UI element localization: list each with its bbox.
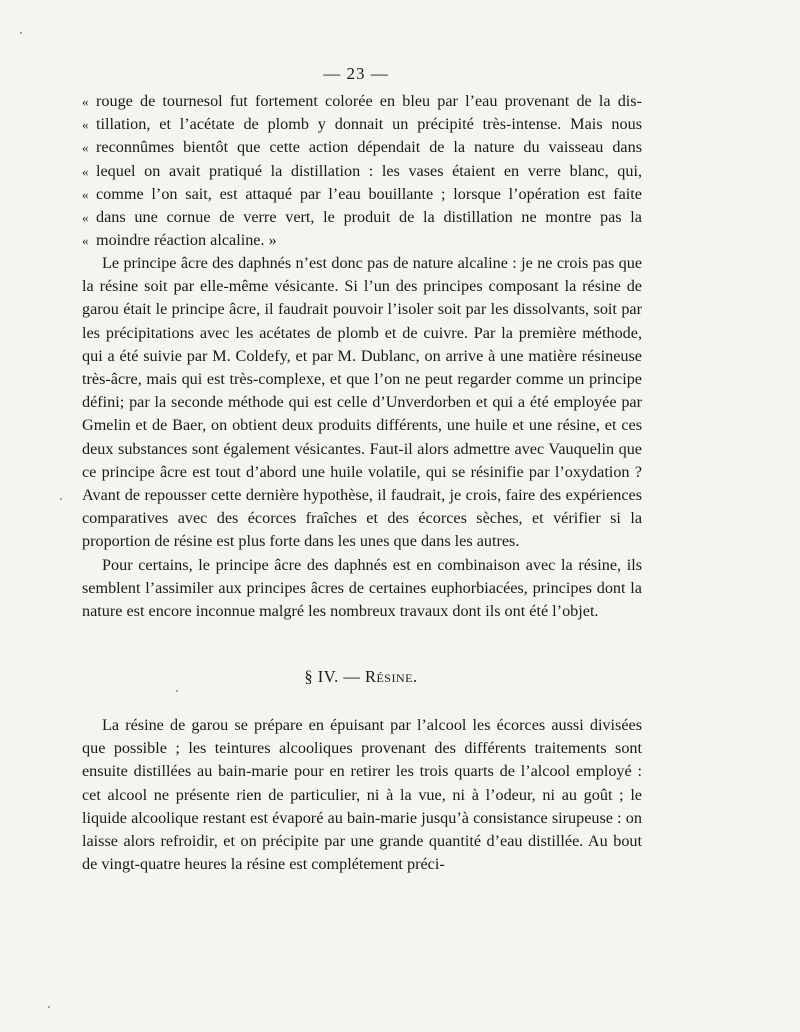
paper-speck — [176, 690, 178, 692]
paper-speck — [48, 1006, 50, 1008]
quote-mark: « — [82, 233, 89, 249]
quote-mark: « — [82, 186, 89, 202]
section-heading — [0, 667, 722, 687]
page-number: — 23 — — [323, 64, 389, 83]
paragraph: Pour certains, le principe âcre des daphnés est en combinaison avec la résine, ils semblent l’assimiler aux principes âcres de certaines euphorbiacées, principes dont la nature est encore inconnue malgré les nombreux travaux dont ils ont été l’objet. — [82, 555, 642, 621]
quote-text: reconnûmes bientôt que cette action dépendait de la nature du vaisseau dans — [96, 138, 642, 157]
paragraph: La résine de garou se prépare en épuisant par l’alcool les écorces aussi divisées que possible ; les teintures alcooliques provenant des différents traitements sont ensuite distillées au bain-marie pour en retirer les trois quarts de l’alcool employé : cet alcool ne présente rien de particulier, ni à la vue, ni à l’odeur, ni au goût ; le liquide alcoolique restant est évaporé au bain-marie jusqu’à consistance sirupeuse : on laisse alors refroidir, et on précipite par une grande quantité d’eau distillée. Au bout de vingt-quatre heures la résine est complétement préci- — [82, 716, 642, 874]
quote-line — [82, 160, 642, 183]
quote-mark: « — [82, 94, 89, 109]
section-title: Résine. — [364, 667, 418, 686]
quote-mark: « — [82, 117, 89, 133]
quotation-block — [82, 90, 642, 252]
quote-line — [82, 183, 642, 206]
quote-mark: « — [82, 163, 89, 179]
paper-speck — [20, 32, 22, 34]
quote-text: moindre réaction alcaline. » — [96, 231, 277, 250]
quote-text: tillation, et l’acétate de plomb y donnait un précipité très-intense. Mais nous — [96, 115, 642, 134]
quote-mark: « — [82, 209, 89, 225]
quote-text: rouge de tournesol fut fortement colorée en bleu par l’eau provenant de la dis- — [96, 92, 642, 110]
quote-text: dans une cornue de verre vert, le produit de la distillation ne montre pas la — [96, 207, 642, 226]
quote-text: lequel on avait pratiqué la distillation : les vases étaient en verre blanc, qui, — [96, 161, 642, 180]
quote-text: comme l’on sait, est attaqué par l’eau bouillante ; lorsque l’opération est faite — [96, 184, 642, 203]
quote-line — [82, 206, 642, 229]
body-text — [82, 252, 642, 623]
paragraph: Le principe âcre des daphnés n’est donc pas de nature alcaline : je ne crois pas que la résine soit par elle-même vésicante. Si l’un des principes composant la résine de garou était le principe âcre, il faudrait pouvoir l’isoler soit par les dissolvants, soit par les précipitations avec les acétates de plomb et de cuivre. Par la première méthode, qui a été suivie par M. Coldefy, et par M. Dublanc, on arrive à une matière résineuse très-âcre, mais qui est très-complexe, et que l’on ne peut regarder comme un principe défini; par la seconde méthode qui est celle d’Unverdorben et qui a été employée par Gmelin et de Baer, on obtient deux produits différents, une huile et une résine, et ces deux substances sont également vésicantes. Faut-il alors admettre avec Vauquelin que ce principe âcre est tout d’abord une huile volatile, qui se résinifie par l’oxydation ? Avant de repousser cette dernière hypothèse, il faudrait, je crois, faire des expériences comparatives avec des écorces fraîches et des écorces sèches, et vérifier si la proportion de résine est plus forte dans les unes que dans les autres. — [82, 254, 642, 551]
quote-mark: « — [82, 140, 89, 156]
quote-line — [82, 136, 642, 159]
section-number: § IV. — — [304, 667, 361, 686]
section-body-text — [82, 714, 642, 876]
quote-line — [82, 113, 642, 136]
quote-line — [82, 90, 642, 113]
quote-line — [82, 229, 642, 252]
paper-speck — [60, 498, 62, 500]
